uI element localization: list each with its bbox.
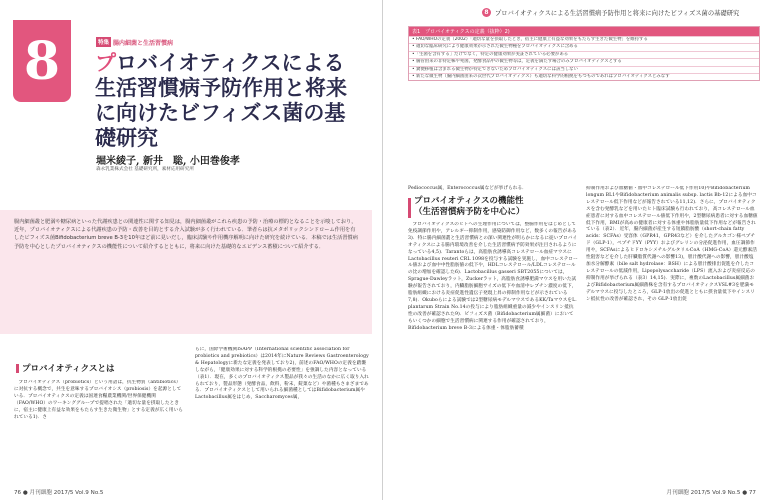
running-head xyxy=(482,8,758,17)
table-row: • 新たな微生物（腸内細菌由来の次世代プロバイオティクス）も適切な科学的根拠をもつものであればプロバイオティクスとみなす xyxy=(409,73,759,80)
table-row: • 適切な臨床研究により健康効果が示された微生物種をプロバイオティクスに含める xyxy=(409,43,759,50)
abstract-text: 腸内細菌叢と肥満や糖尿病といった代謝疾患との関連性に関する知見は，腸内細菌叢がこれら疾患の予防・治療の標的となることを示唆しており，近年，プロバイオティクスによる代謝疾患の予防・改善を目的とする介入試験が多く行われている．筆者らは抗メタボリックシンドローム作用を有したビフィズス菌Bifidobacterium breve B-3を10年ほど前に見いだし，臨床試験や作用機序解明に向けた研究を続けている．本稿では生活習慣病予防を中心としたプロバイオティクスの機能性について紹介するとともに，将来に向けた基礎的なエビデンス蓄積について紹介する． xyxy=(14,219,358,250)
body-column-a xyxy=(14,380,184,482)
article-title xyxy=(95,50,365,150)
body-paragraph: 抑制作用および血糖値・血中コレステロール低下作用10)やBifidobacterium longum BL1やBifidobacterium animalis subsp. lactis Bb-12による血中コレステロール低下作用などが報告されている11,12)．さらに，プロバイオティクスを含む発酵乳などを用いたヒト臨床試験も行われており，高コレステロール血症患者に対する血中コレステロール値低下作用や，2型糖尿病患者に対する血糖値低下作用，BMIが高めの健康者に対する体重や体脂肪量低下作用などが報告されている（表2）．近年，腸内細菌が産生する短鎖脂肪酸（short-chain fatty acids：SCFAs）受容体（GPR41，GPR43など）を介したグルカゴン様ペプチド（GLP-1），ペプチドYY（PYY）およびグレリンの分泌促進作用，血圧調節作用や，SCFAsによるヒドロキシメチルグルタリルCoA（HMG-CoA）還元酵素活性阻害などを介した肝臓脂質代謝への影響13)，胆汁酸代謝への影響，胆汁酸塩加水分解酵素（bile salt hydrolase：BSH）による胆汁酸排出促進を介したコレステロールの低減作用，Lipopolysaccharide（LPS）流入および炎症反応の抑制作用が挙げられる（表3）14,15)．実際に，複数のLactobacillus属細菌およびBifidobacterium属細菌株を含有するプロバイオティクスVSL#3を肥満モデルマウスに投与したところ，GLP-1放出の促進とともに摂食量低下やインスリン抵抗性の改善が確認され，その GLP-1放出促 xyxy=(586,186,758,302)
section-heading-line2: （生活習慣病予防を中心に） xyxy=(414,207,525,217)
page-footer-left: 76 ● 月刊細胞 2017/5 Vol.9 No.5 xyxy=(14,490,104,496)
table-row: • 腸管由来の非特定株や死菌，発酵食品中の微生物等は，定義を満たす場合のみプロバイオティクスとする xyxy=(409,58,759,65)
body-column-d xyxy=(586,186,758,482)
category-tag: 特集 xyxy=(96,37,111,47)
table-title: 表1 プロバイオティクスの定義（抜粋）2) xyxy=(409,27,759,36)
running-head-number: 8 xyxy=(482,8,491,17)
abstract-box xyxy=(0,210,372,334)
table-row: •「生菌を含有する」だけでなく，特定の健康効果が実証されている必要がある xyxy=(409,51,759,58)
running-head-text: プロバイオティクスによる生活習慣病予防作用と将来に向けたビフィズス菌の基礎研究 xyxy=(495,10,740,17)
section-heading-line1: プロバイオティクスの機能性 xyxy=(414,196,524,206)
category-label: 腸内細菌と生活習慣病 xyxy=(113,39,174,47)
body-paragraph: プロバイオティクスのヒトへの生理作用については，整腸作用をはじめとして免疫調節作用や，アレルギー抑制作用，感染防御作用など，数多くの報告がある3)．特に腸内細菌叢と生活習慣病との深い関連性が明らかになるに従いプロバイオティクスによる腸内環境改善を介した生活習慣病予防効果が注目されるようになっている4,5)．Tarantoらは，高脂肪食誘導高コレステロール血症マウスにLactobacillus reuteri CRL 1098を投与する試験を実施し，血中コレステロール値および血中中性脂肪値の低下や，HDLコレステロール/LDLコレステロールの比の増加を確認した6)．Lactobacillus gasseri SBT2055については，Sprague-Dawleyラット，Zuckerラット，高脂肪食誘導肥満マウスを用いた試験が報告されており，内臓脂肪細胞サイズの低下や血清中レプチン濃度の低下，脂肪組織における炎症促進性遺伝子発現上昇の抑制作用などが示されている7,8)．Okuboらによる試験では2型糖尿病モデルマウスであるKK/TaマウスをL. plantarum Strain No.14の投与により脂肪組織重量の減少やインスリン抵抗性の改善が確認された9)．ビフィズス菌（Bifidobacterium属細菌）においてもいくつかの細胞で生活習慣病に関連する作用が確認されており，Bifidobacterium breve B-3による体重・体脂肪蓄積 xyxy=(408,222,578,331)
body-column-c xyxy=(408,222,578,482)
body-column-c-top xyxy=(408,186,578,194)
body-paragraph: プロバイオティクス（probiotics）という用語は，抗生物質（antibiotics）に対抗する概念で，共生を意味するプロバイオシス（probiosis）を起源としている．プロバイオティクスの定義は国連食糧農業機関/世界保健機関（FAO/WHO）のワーキンググループで提唱された「適切な量を摂取したときに，宿主に健康上有益な効果をもたらす生きた微生物」とする定義が広く用いられている1)．さ xyxy=(14,380,183,420)
body-column-b xyxy=(195,347,370,482)
table-row: • FAO/WHOの定義（2002）「適切な量を摂取したとき，宿主に健康上有益な効果をもたらす生きた微生物」を維持する xyxy=(409,36,759,43)
article-number-badge: 8 xyxy=(13,20,71,102)
section-heading-probiotics: プロバイオティクスとは xyxy=(22,364,115,374)
body-paragraph: らに，国際学術機関ISAPP（International scientific association for probiotics and prebiotics）は2014年にNature Reviews Gastroenterology & Hepatologyに新たな定義を発表しており2)，前述のFAO/WHOの定義を踏襲しながら，「健康効果に対する科学的根拠の必要性」を強調した内容となっている（表1）．現在，多くのプロバイオティクス製品が我々の生活のなかに広く取り入れられており，製品形態（発酵食品，飲料，粉末，錠菓など）や菌種もさまざまである．プロバイオティクスとして用いられる細菌種としてはBifidobacterium属やLactobacillus属をはじめ，Saccharomyces属， xyxy=(195,347,369,401)
authors: 堀米綾子, 新井 聡, 小田巻俊孝 xyxy=(96,156,240,167)
table-row: • 糞便移植は含まれる微生物が特定できないためプロバイオティクスには該当しない xyxy=(409,66,759,73)
right-page xyxy=(382,0,764,500)
category-line xyxy=(96,37,173,47)
title-initial: プ xyxy=(95,50,116,75)
page-footer-right: 月刊細胞 2017/5 Vol.9 No.5 ● 77 xyxy=(666,490,756,496)
body-paragraph: Pediococcus属，Enterococcus属などが挙げられる． xyxy=(408,186,527,191)
definition-table xyxy=(408,26,760,81)
affiliation: 森永乳業株式会社 基礎研究所，素材応用研究所 xyxy=(96,167,194,172)
section-heading-functionality xyxy=(414,196,525,218)
title-text: ロバイオティクスによる生活習慣病予防作用と将来に向けたビフィズス菌の基礎研究 xyxy=(95,50,347,150)
